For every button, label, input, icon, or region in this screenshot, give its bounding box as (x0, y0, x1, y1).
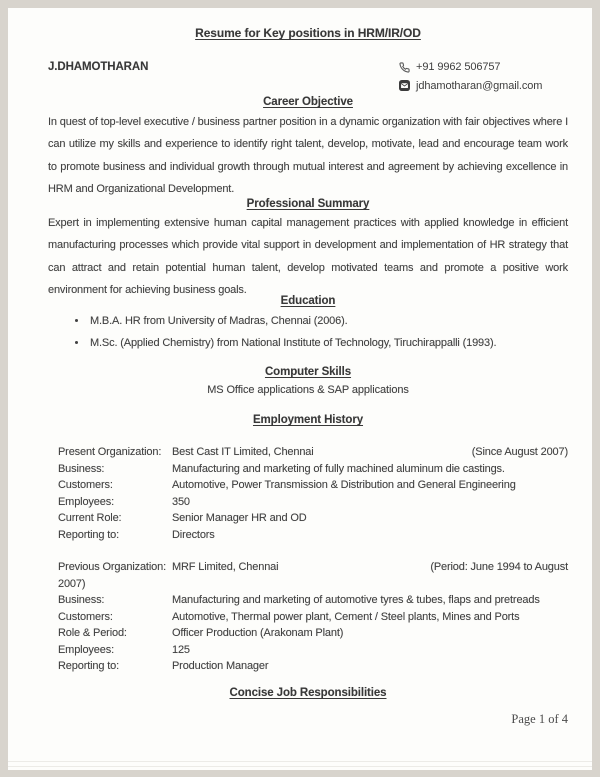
page-number: Page 1 of 4 (511, 712, 568, 726)
candidate-name: J.DHAMOTHARAN (48, 61, 149, 73)
contact-block (48, 58, 568, 98)
table-row (48, 625, 568, 642)
section-heading-education: Education (280, 295, 336, 307)
table-row (48, 477, 568, 494)
row-value: Automotive, Thermal power plant, Cement / Steel plants, Mines and Ports (172, 610, 520, 623)
row-label: Reporting to: (58, 528, 120, 541)
email-row (399, 77, 542, 96)
row-value: MRF Limited, Chennai (172, 561, 279, 573)
scan-artifact-line (8, 766, 592, 767)
row-value: Production Manager (172, 660, 269, 672)
previous-employment-block (48, 559, 568, 675)
career-objective-text: In quest of top-level executive / business partner position in a dynamic organization with fair objectives where I can utilize my skills and experience to identify right talent, develop, motivate, lead and encourage team work to promote business and individual growth through mutual interest and agreement by achieving excellence in HRM and Organizational Development. (48, 116, 568, 195)
row-value: Best Cast IT Limited, Chennai (172, 446, 314, 458)
row-label: Employees: (58, 643, 114, 656)
row-label: Current Role: (58, 512, 122, 524)
education-item: • M.Sc. (Applied Chemistry) from National Institute of Technology, Tiruchirappalli (1993). (88, 332, 568, 354)
row-label: 2007) (58, 577, 86, 590)
professional-summary-text: Expert in implementing extensive human capital management practices with applied knowledge in efficient manufacturing processes which provide vital support in development and implementation of HR strategy that can attract and retain potential human talent, develop motivated teams and promote a positive work environment for achieving business goals. (48, 217, 568, 296)
row-value: Officer Production (Arakonam Plant) (172, 627, 344, 639)
phone-row (399, 58, 542, 77)
section-heading-professional-summary: Professional Summary (246, 198, 370, 210)
row-value: Directors (172, 528, 215, 541)
row-value: 350 (172, 495, 190, 508)
page-title: Resume for Key positions in HRM/IR/OD (195, 26, 421, 40)
table-row (48, 527, 568, 544)
row-label: Customers: (58, 479, 113, 491)
section-heading-employment-history: Employment History (252, 414, 364, 426)
contact-details (399, 58, 542, 95)
email-icon (399, 80, 410, 91)
table-row (48, 444, 568, 461)
table-row (48, 592, 568, 609)
table-row (48, 559, 568, 576)
row-label: Employees: (58, 495, 114, 508)
table-row (48, 642, 568, 659)
row-label: Customers: (58, 610, 113, 623)
computer-skills-text: MS Office applications & SAP applications (207, 384, 409, 396)
email-address: jdhamotharan@gmail.com (416, 79, 543, 92)
section-heading-career-objective: Career Objective (263, 96, 353, 108)
row-note: (Period: June 1994 to August (430, 561, 568, 573)
row-value: Manufacturing and marketing of automotive tyres & tubes, flaps and pretreads (172, 594, 540, 606)
row-label: Role & Period: (58, 627, 127, 639)
row-label: Business: (58, 594, 105, 606)
table-row (48, 609, 568, 626)
row-label: Previous Organization: (58, 561, 166, 573)
phone-icon (399, 62, 410, 73)
education-item: • M.B.A. HR from University of Madras, Chennai (2006). (88, 310, 568, 332)
table-row (48, 461, 568, 478)
row-value: Manufacturing and marketing of fully machined aluminum die castings. (172, 462, 505, 475)
phone-number: +91 9962 506757 (416, 61, 501, 74)
table-row (48, 494, 568, 511)
education-list (48, 310, 568, 354)
row-value: Senior Manager HR and OD (172, 512, 307, 524)
row-label: Business: (58, 462, 105, 475)
section-heading-computer-skills: Computer Skills (264, 366, 352, 378)
table-row (48, 576, 568, 593)
scan-artifact-line (8, 761, 592, 762)
row-label: Reporting to: (58, 660, 120, 672)
present-employment-block (48, 444, 568, 543)
section-heading-concise-job-responsibilities: Concise Job Responsibilities (229, 687, 387, 699)
row-note: (Since August 2007) (471, 446, 568, 458)
row-value: 125 (172, 643, 190, 656)
table-row (48, 658, 568, 675)
table-row (48, 510, 568, 527)
resume-page (8, 8, 592, 770)
row-label: Present Organization: (58, 446, 162, 458)
row-value: Automotive, Power Transmission & Distribution and General Engineering (172, 479, 516, 491)
